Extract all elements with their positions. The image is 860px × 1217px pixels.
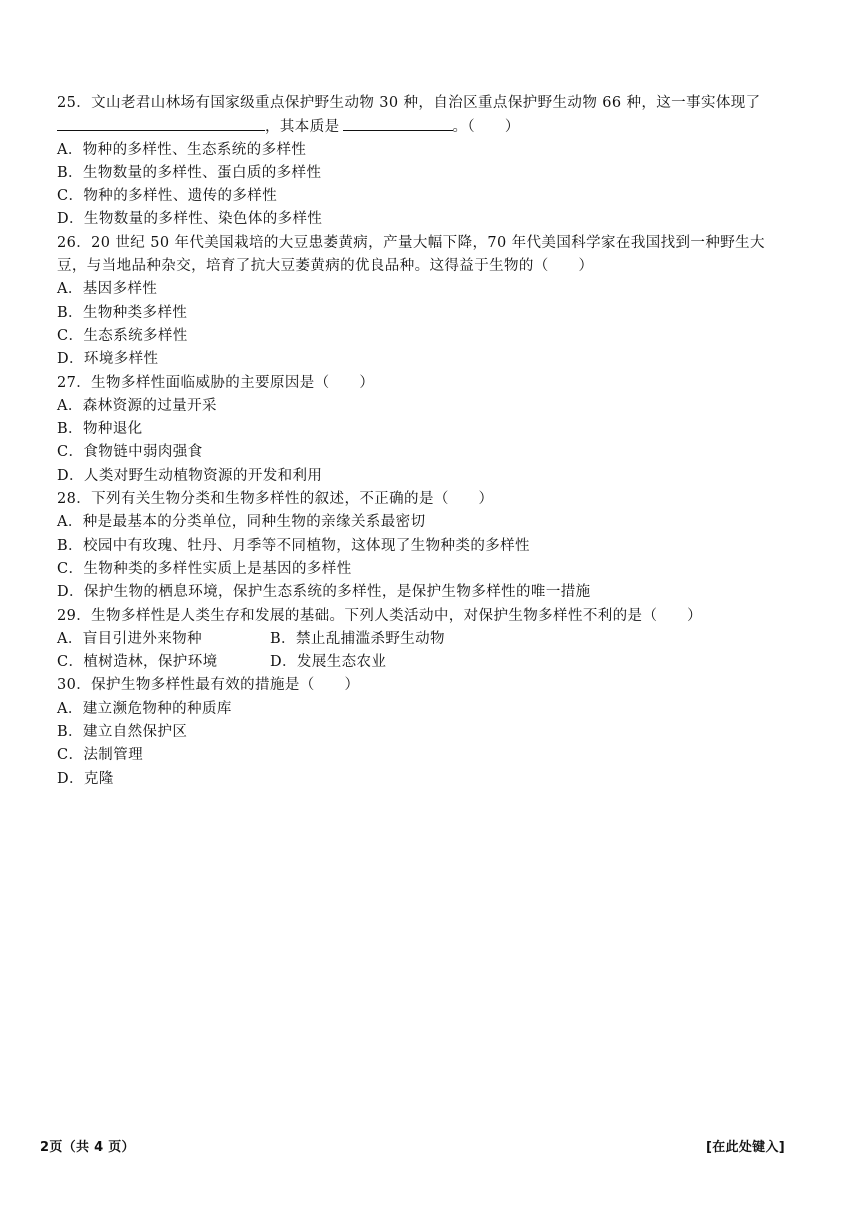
- question-25: [57, 92, 817, 232]
- question-30: [57, 674, 817, 790]
- option-c: C．生物种类的多样性实质上是基因的多样性: [57, 560, 352, 577]
- option-d: D．人类对野生动植物资源的开发和利用: [57, 467, 323, 484]
- option-a: A．基因多样性: [57, 281, 158, 298]
- question-stem: 29．生物多样性是人类生存和发展的基础。下列人类活动中，对保护生物多样性不利的是（ ）: [57, 607, 703, 624]
- option-d: D．保护生物的栖息环境，保护生态系统的多样性，是保护生物多样性的唯一措施: [57, 584, 591, 601]
- question-stem-continued: 豆，与当地品种杂交，培育了抗大豆萎黄病的优良品种。这得益于生物的（ ）: [57, 258, 594, 275]
- option-a: A．盲目引进外来物种: [57, 630, 202, 647]
- page-number: 2页（共 4 页）: [40, 1140, 135, 1155]
- question-stem: 26．20 世纪 50 年代美国栽培的大豆患萎黄病，产量大幅下降，70 年代美国科学家在我国找到一种野生大: [57, 234, 765, 251]
- option-b: B．建立自然保护区: [57, 724, 188, 741]
- option-b: B．生物种类多样性: [57, 304, 188, 321]
- question-stem: 27．生物多样性面临威胁的主要原因是（ ）: [57, 374, 375, 391]
- option-b: B．校园中有玫瑰、牡丹、月季等不同植物，这体现了生物种类的多样性: [57, 537, 530, 554]
- option-d: D．克隆: [57, 770, 114, 787]
- question-28: [57, 488, 817, 604]
- question-29: [57, 605, 817, 675]
- option-a: A．建立濒危物种的种质库: [57, 700, 232, 717]
- question-stem: 25．文山老君山林场有国家级重点保护野生动物 30 种，自治区重点保护野生动物 66 种，这一事实体现了: [57, 95, 761, 111]
- option-a: A．森林资源的过量开采: [57, 397, 217, 414]
- option-d: D．发展生态农业: [270, 654, 387, 671]
- option-d: D．环境多样性: [57, 351, 159, 368]
- option-d: D．生物数量的多样性、染色体的多样性: [57, 211, 323, 228]
- option-a: A．物种的多样性、生态系统的多样性: [57, 141, 307, 158]
- option-c: C．法制管理: [57, 747, 143, 764]
- question-stem-continued: ，其本质是 。（ ）: [57, 115, 817, 138]
- option-c: C．植树造林，保护环境: [57, 654, 218, 671]
- answer-blank[interactable]: [343, 115, 453, 131]
- option-a: A．种是最基本的分类单位，同种生物的亲缘关系最密切: [57, 514, 426, 531]
- question-27: [57, 372, 817, 488]
- answer-blank[interactable]: [57, 115, 265, 131]
- option-c: C．物种的多样性、遗传的多样性: [57, 188, 278, 205]
- option-row: [57, 628, 817, 651]
- exam-page: [57, 92, 817, 791]
- option-b: B．禁止乱捕滥杀野生动物: [270, 630, 445, 647]
- option-c: C．生态系统多样性: [57, 327, 188, 344]
- option-row: [57, 651, 817, 674]
- question-26: [57, 232, 817, 372]
- question-stem: 30．保护生物多样性最有效的措施是（ ）: [57, 677, 360, 694]
- option-c: C．食物链中弱肉强食: [57, 444, 203, 461]
- footer-placeholder[interactable]: [在此处键入]: [706, 1140, 785, 1155]
- option-b: B．生物数量的多样性、蛋白质的多样性: [57, 164, 322, 181]
- option-b: B．物种退化: [57, 421, 143, 438]
- question-stem: 28．下列有关生物分类和生物多样性的叙述，不正确的是（ ）: [57, 491, 494, 508]
